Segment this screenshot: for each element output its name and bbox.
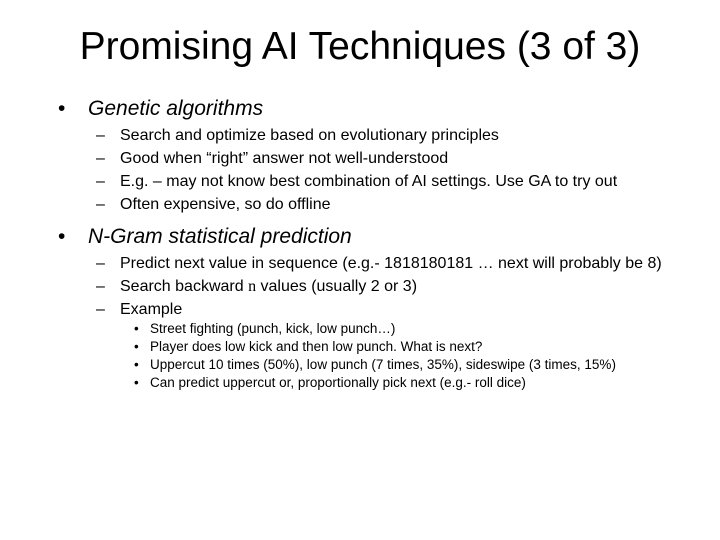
sub-bullet-text: E.g. – may not know best combination of AI settings. Use GA to try out — [120, 173, 618, 190]
sub-bullet — [58, 300, 698, 319]
dash-icon: – — [96, 127, 105, 144]
bullet-icon: • — [134, 339, 139, 354]
example-item — [58, 375, 698, 391]
bullet-icon: • — [134, 375, 139, 390]
sub-bullet-text: Search and optimize based on evolutionary principles — [120, 127, 499, 144]
dash-icon: – — [96, 150, 105, 167]
sub-bullet-text: Often expensive, so do offline — [120, 196, 331, 213]
bullet-icon: • — [134, 321, 139, 336]
dash-icon: – — [96, 255, 105, 272]
bullet-heading: Genetic algorithms — [88, 97, 264, 120]
sub-bullet — [58, 172, 698, 191]
dash-icon: – — [96, 173, 105, 190]
example-item — [58, 321, 698, 337]
sub-bullet-text — [120, 278, 417, 295]
example-text: Street fighting (punch, kick, low punch…) — [150, 321, 396, 336]
sub-bullet — [58, 149, 698, 168]
bullet-icon: • — [134, 357, 139, 372]
sub-bullet — [58, 254, 698, 273]
bullet-icon: • — [58, 97, 66, 120]
variable-n: n — [248, 278, 257, 295]
example-item — [58, 357, 698, 373]
example-list — [58, 321, 698, 391]
example-text: Can predict uppercut or, proportionally pick next (e.g.- roll dice) — [150, 375, 526, 390]
dash-icon: – — [96, 196, 105, 213]
sub-bullet-text-part: Search backward — [120, 278, 249, 295]
dash-icon: – — [96, 301, 105, 318]
sub-bullet — [58, 126, 698, 145]
sub-bullet-text: Predict next value in sequence (e.g.- 1818180181 … next will probably be 8) — [120, 255, 662, 272]
sub-bullet-text: Good when “right” answer not well-understood — [120, 150, 449, 167]
dash-icon: – — [96, 278, 105, 295]
bullet-heading: N-Gram statistical prediction — [88, 225, 352, 248]
slide-content — [58, 96, 698, 391]
example-text: Uppercut 10 times (50%), low punch (7 times, 35%), sideswipe (3 times, 15%) — [150, 357, 616, 372]
bullet-genetic-algorithms — [58, 96, 698, 122]
example-text: Player does low kick and then low punch. What is next? — [150, 339, 483, 354]
slide-title: Promising AI Techniques (3 of 3) — [79, 25, 641, 68]
sub-bullet-text: Example — [120, 301, 183, 318]
sub-bullet — [58, 277, 698, 296]
sub-bullet — [58, 195, 698, 214]
bullet-n-gram-prediction — [58, 224, 698, 250]
bullet-icon: • — [58, 225, 66, 248]
example-item — [58, 339, 698, 355]
sub-bullet-text-part: values (usually 2 or 3) — [256, 278, 418, 295]
